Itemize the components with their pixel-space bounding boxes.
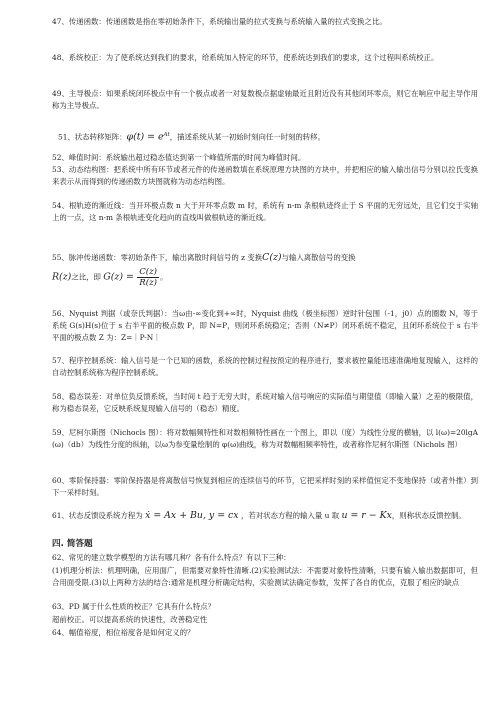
answer-63: 超前校正。可以提高系统的快速性，改善稳定性 [52,615,208,624]
item-47: 47、传递函数：传递函数是指在零初始条件下，系统输出量的拉式变换与系统输入量的拉式变换之比。 [52,17,387,26]
item-61-mid: ，若对状态方程的输入量 u 取 [240,511,340,520]
item-53: 53、动态结构图：把系统中所有环节或者元件的传递函数填在系统原理方块图的方块中，并把相应的输入输出信号分别以拉氏变换来表示从而得到的传递函数方块图就称为动态结构图。 [52,165,478,186]
item-61-end: ，则称状态反馈控制。 [391,511,466,520]
item-56: 56、Nyquist 判据（或奈氏判据）：当ω由-∞变化到+∞时，Nyquist 曲线（极坐标图）逆时针包围（-1，j0）点的圈数 N，等于系统 G(s)H(s)位于 s 右半平面的极点数 P，即 N=P，则闭环系统稳定；否则（N≠P）闭环系统不稳定，且闭环系统位于 s 右半平面的极点数 Z 为：Z=｜P-N｜ [52,309,478,342]
item-55-cz: C(z) [262,252,282,263]
item-51-formula-sup: At [163,132,170,138]
item-55-prefix: 55、脉冲传递函数：零初始条件下，输出离散时间信号的 z 变换 [52,253,263,262]
item-59: 59、尼柯尔斯图（Nichocls 图）：将对数幅频特性和对数相频特性画在一个图上，即以（度）为线性分度的横轴，以 l(ω)=20lgA(ω)（db）为线性分度的纵轴，以ω为参变量绘制的 φ(ω)曲线，称为对数幅相频率特性，或者称作尼柯尔斯图（Nichols 图） [52,428,478,449]
item-51-formula: φ(t) = e [126,131,164,143]
item-51-suffix: ，描述系统从某一初始时刻向任一时刻的转移。 [169,132,325,142]
item-52: 52、峰值时间：系统输出超过稳态值达到第一个峰值所需的时间为峰值时间。 [52,153,306,162]
item-55-gz: G(z) = [103,271,134,283]
item-55 [52,248,478,288]
item-58: 58、稳态误差：对单位负反馈系统，当时间 t 趋于无穷大时，系统对输入信号响应的实际值与期望值（即输入量）之差的极限值，称为稳态误差，它反映系统复现输入信号的（稳态）精度。 [52,392,478,413]
item-54: 54、根轨迹的渐近线：当开环极点数 n 大于开环零点数 m 时，系统有 n-m 条根轨迹终止于 S 平面的无穷远处，且它们交于实轴上的一点，这 n-m 条根轨迹变化趋向的直线叫做根轨迹的渐近线。 [52,201,478,222]
section-title: 四. 简答题 [52,539,93,549]
item-61 [52,510,478,522]
question-64: 64、幅值裕度，相位裕度各是如何定义的？ [52,628,195,637]
item-55-mid2: 之比，即 [71,272,101,282]
item-51-prefix: 51、状态转移矩阵： [58,132,127,142]
item-55-denominator: R(z) [139,278,157,288]
item-61-formula2: u = r − Kx [341,510,392,521]
item-60: 60、零阶保持器：零阶保持器是将离散信号恢复到相应的连续信号的环节，它把采样时刻的采样值恒定不变地保持（或者外推）到下一采样时刻。 [52,476,478,497]
item-57: 57、程序控制系统：输入信号是一个已知的函数，系统的控制过程按预定的程序进行，要求被控量能迅速准确地复现输入，这样的自动控制系统称为程序控制系统。 [52,356,478,377]
question-63: 63、PD 属于什么性质的校正？它具有什么特点？ [52,602,216,611]
item-55-mid: 与输入离散信号的变换 [281,253,356,262]
item-55-rz: R(z) [52,271,72,283]
item-55-numerator: C(z) [139,267,158,277]
item-48: 48、系统校正：为了使系统达到我们的要求，给系统加入特定的环节，使系统达到我们的要求，这个过程叫系统校正。 [52,53,439,62]
question-62: 62、常见的建立数学模型的方法有哪几种？各有什么特点？有以下三种： [52,553,291,562]
item-55-end: 。 [160,272,168,282]
item-55-fraction [137,267,159,288]
item-61-formula: ẋ = Ax + Bu, y = cx [145,510,239,521]
answer-62: (1)机理分析法：机理明确，应用面广，但需要对象特性清晰.(2)实验测试法：不需要对象特性清晰，只要有输入输出数据即可，但合用面受限.(3)以上两种方法的结合:通常是机理分析确定结构，实验测试法确定参数，发挥了各自的优点，克服了相应的缺点 [52,566,478,587]
item-61-prefix: 61、状态反馈设系统方程为 [52,511,143,520]
item-49: 49、主导极点：如果系统闭环极点中有一个极点或者一对复数极点据虚轴最近且附近没有其他闭环零点，则它在响应中起主导作用称为主导极点。 [52,89,478,110]
item-51 [58,129,478,143]
